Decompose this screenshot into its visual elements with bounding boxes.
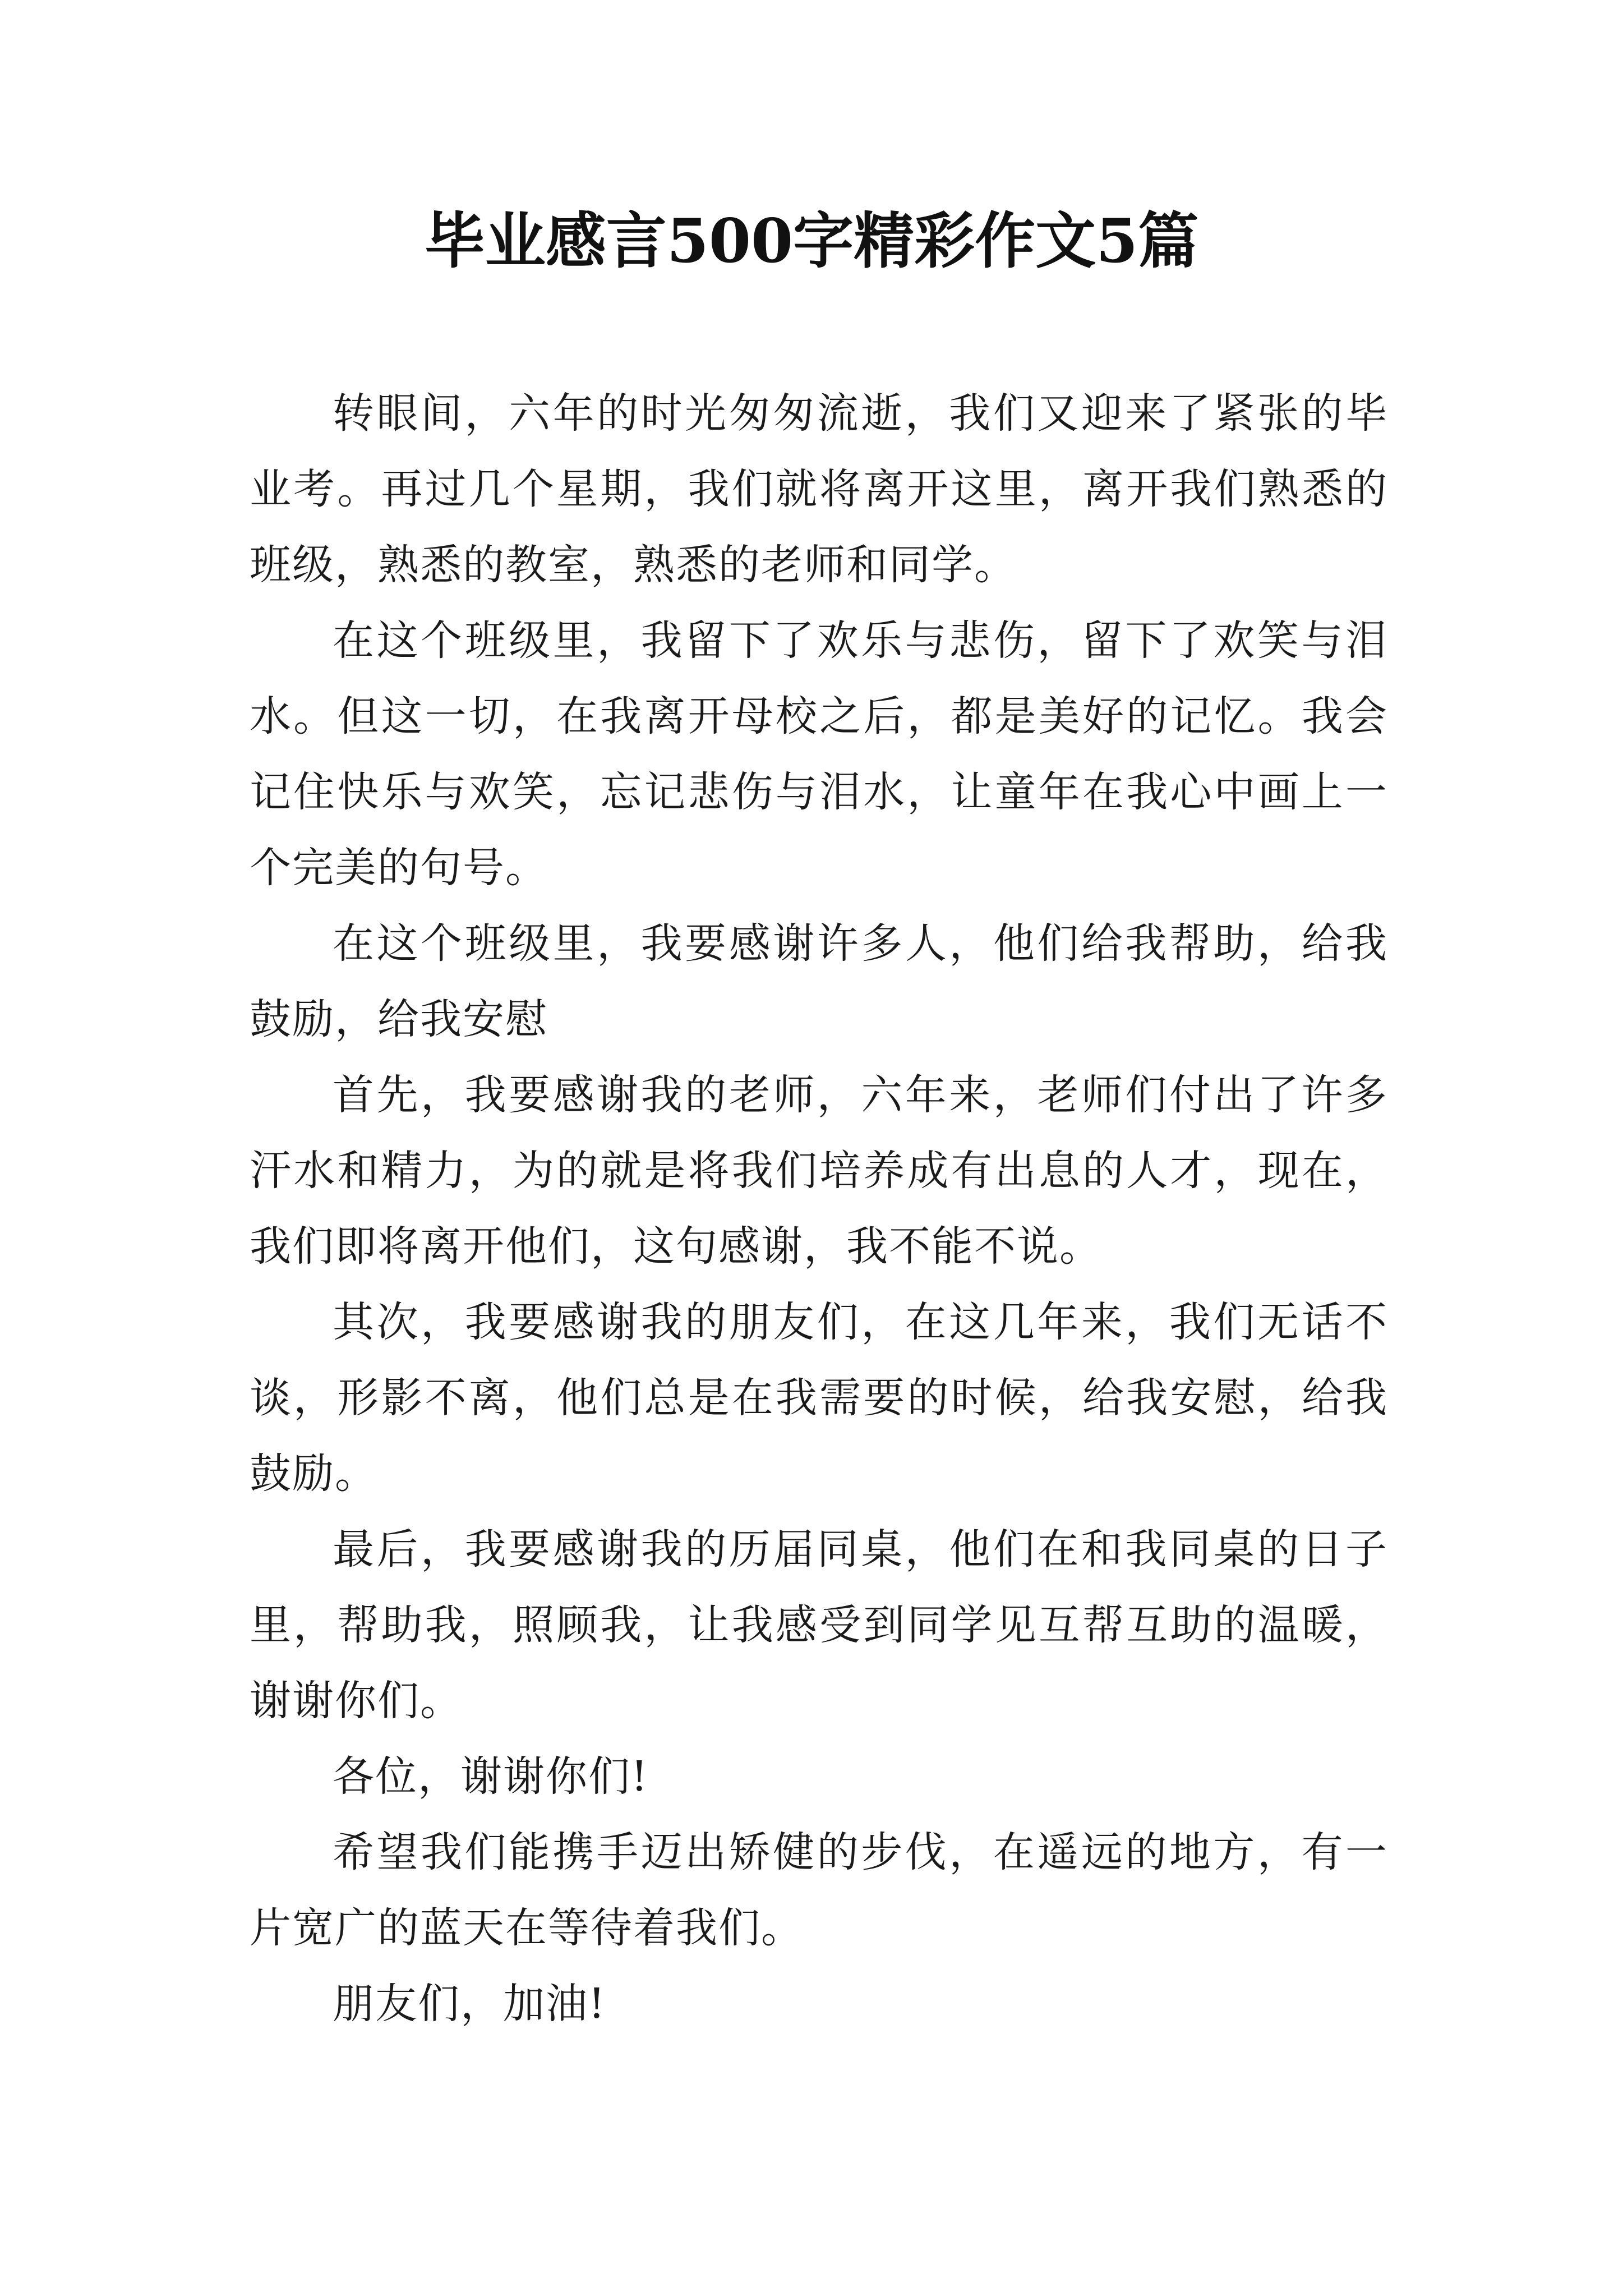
paragraph-3: 在这个班级里，我要感谢许多人，他们给我帮助，给我鼓励，给我安慰 xyxy=(250,919,1388,1043)
paragraph-7: 各位，谢谢你们! xyxy=(333,1752,649,1801)
paragraph-2: 在这个班级里，我留下了欢乐与悲伤，留下了欢笑与泪水。但这一切，在我离开母校之后，都是美好的记忆。我会记住快乐与欢笑，忘记悲伤与泪水，让童年在我心中画上一个完美的句号。 xyxy=(250,616,1388,892)
paragraph-9: 朋友们，加油! xyxy=(333,1980,606,2028)
document-body xyxy=(250,376,1388,2042)
paragraph-4: 首先，我要感谢我的老师，六年来，老师们付出了许多汗水和精力，为的就是将我们培养成有出息的人才，现在，我们即将离开他们，这句感谢，我不能不说。 xyxy=(250,1071,1388,1271)
paragraph-1: 转眼间，六年的时光匆匆流逝，我们又迎来了紧张的毕业考。再过几个星期，我们就将离开这里，离开我们熟悉的班级，熟悉的教室，熟悉的老师和同学。 xyxy=(250,389,1388,589)
paragraph-6: 最后，我要感谢我的历届同桌，他们在和我同桌的日子里，帮助我，照顾我，让我感受到同学见互帮互助的温暖，谢谢你们。 xyxy=(250,1525,1388,1725)
document-title: 毕业感言500字精彩作文5篇 xyxy=(424,206,1199,277)
paragraph-5: 其次，我要感谢我的朋友们，在这几年来，我们无话不谈，形影不离，他们总是在我需要的时候，给我安慰，给我鼓励。 xyxy=(250,1298,1388,1498)
paragraph-8: 希望我们能携手迈出矫健的步伐，在遥远的地方，有一片宽广的蓝天在等待着我们。 xyxy=(250,1828,1388,1952)
